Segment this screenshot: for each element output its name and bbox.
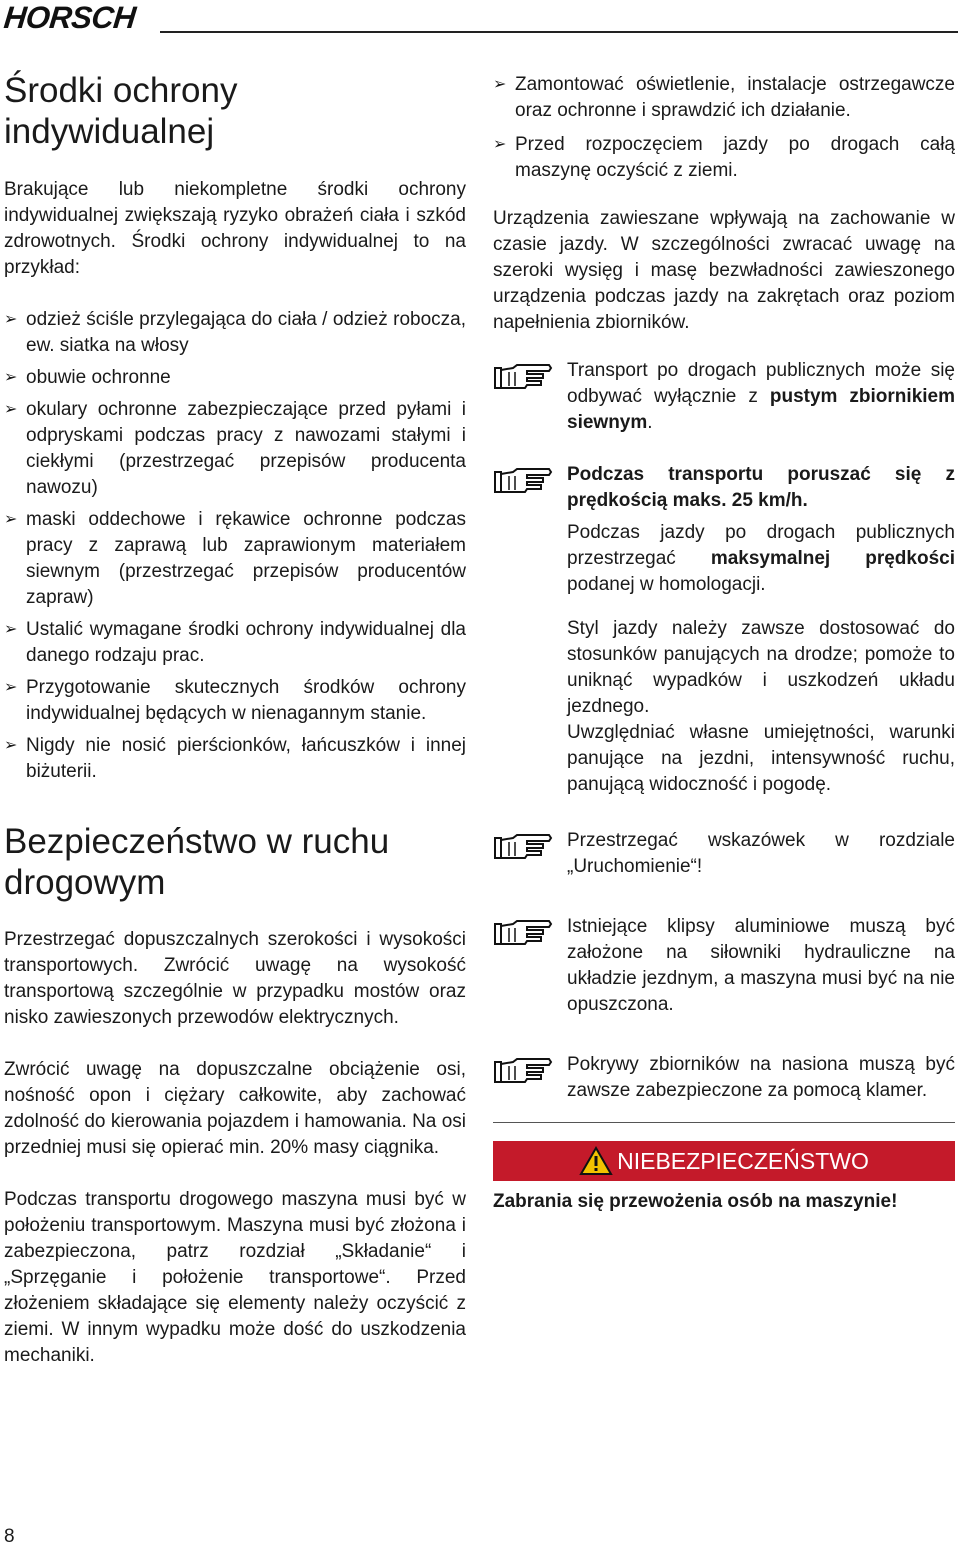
page-header <box>0 0 960 40</box>
list-item-text: okulary ochronne zabezpieczające przed pyłami i odpryskami podczas pracy z nawozami stałymi i ciekłymi (przestrzegać przepisów producenta nawozu) <box>26 399 466 498</box>
arrow-bullet-icon: ➢ <box>4 369 18 386</box>
arrow-bullet-icon: ➢ <box>4 401 18 418</box>
page-number: 8 <box>4 1526 15 1547</box>
list-item <box>4 397 466 501</box>
right-bullet-list <box>493 72 955 184</box>
list-item <box>4 733 466 785</box>
road-paragraph-3: Podczas transportu drogowego maszyna musi być w położeniu transportowym. Maszyna musi być złożona i zabezpieczona, patrz rozdział „Składanie“ i „Sprzęganie i położenie transportowe“. Przed złożeniem składające się elementy należy oczyścić z ziemi. W innym wypadku może dość do uszkodzenia mechaniki. <box>4 1189 466 1366</box>
list-item-text: Ustalić wymagane środki ochrony indywidualnej dla danego rodzaju prac. <box>26 619 466 666</box>
ppe-bullet-list <box>4 307 466 785</box>
list-item-text: maski oddechowe i rękawice ochronne podczas pracy z zaprawą lub zaprawionym materiałem siewnym (przestrzegać przepisów producentów zapraw) <box>26 509 466 608</box>
list-item-text: Nigdy nie nosić pierścionków, łańcuszków i innej biżuterii. <box>26 735 466 782</box>
horsch-logo: HORSCH <box>2 0 138 35</box>
list-item-text: Przygotowanie skutecznych środków ochrony indywidualnej będących w nienagannym stanie. <box>26 677 466 724</box>
road-paragraph-1: Przestrzegać dopuszczalnych szerokości i wysokości transportowych. Zwrócić uwagę na wysokość transportową szczególnie w przypadku mostów oraz nisko zawieszonych przewodów elektrycznych. <box>4 929 466 1028</box>
arrow-bullet-icon: ➢ <box>493 136 507 153</box>
list-item <box>4 507 466 611</box>
pointing-hand-icon <box>493 362 553 390</box>
right-column <box>493 72 955 1215</box>
list-item <box>493 72 955 124</box>
pointing-hand-icon <box>493 918 553 946</box>
list-item-text: odzież ściśle przylegająca do ciała / odzież robocza, ew. siatka na włosy <box>26 309 466 356</box>
danger-label: NIEBEZPIECZEŃSTWO <box>617 1148 869 1174</box>
list-item <box>493 132 955 184</box>
right-paragraph-1: Urządzenia zawieszane wpływają na zachowanie w czasie jazdy. W szczególności zwracać uwagę na szeroki wysięg i masę bezwładności zawieszonego urządzenia podczas jazdy na zakrętach oraz poziom napełnienia zbiorników. <box>493 208 955 333</box>
note-2-text <box>567 520 955 598</box>
note-1-bold: pustym zbiornikiem siewnym <box>567 386 955 433</box>
note-4-text: Istniejące klipsy aluminiowe muszą być założone na siłowniki hydrauliczne na układzie jezdnym, a maszyna musi być na nie opuszczona. <box>567 916 955 1015</box>
list-item-text: obuwie ochronne <box>26 367 171 388</box>
note-2-paragraph-3: Uwzględniać własne umiejętności, warunki panujące na jezdni, intensywność ruchu, panującą widoczność i pogodę. <box>567 722 955 795</box>
note-speed-limit <box>493 462 955 798</box>
arrow-bullet-icon: ➢ <box>493 76 507 93</box>
section-title-ppe-line1: Środki ochrony <box>4 71 238 110</box>
section-title-ppe-line2: indywidualnej <box>4 112 215 151</box>
note-5-text: Pokrywy zbiorników na nasiona muszą być zawsze zabezpieczone za pomocą klamer. <box>567 1054 955 1101</box>
danger-banner <box>493 1141 955 1181</box>
list-item <box>4 365 466 391</box>
arrow-bullet-icon: ➢ <box>4 737 18 754</box>
left-column <box>4 70 466 1369</box>
note-aluminium-clips <box>493 914 955 1018</box>
pointing-hand-icon <box>493 466 553 494</box>
arrow-bullet-icon: ➢ <box>4 311 18 328</box>
danger-top-rule <box>493 1122 955 1123</box>
note-commissioning <box>493 828 955 880</box>
note-1-pre: Transport po drogach publicznych może się odbywać wyłącznie z <box>567 360 955 407</box>
pointing-hand-icon <box>493 832 553 860</box>
note-transport-empty-hopper <box>493 358 955 436</box>
list-item <box>4 617 466 669</box>
section-title-road-safety <box>4 821 466 903</box>
list-item-text: Zamontować oświetlenie, instalacje ostrzegawcze oraz ochronne i sprawdzić ich działanie. <box>515 74 955 121</box>
note-2-pre: Podczas jazdy po drogach publicznych przestrzegać <box>567 522 955 569</box>
road-paragraph-2: Zwrócić uwagę na dopuszczalne obciążenie osi, nośność opon i ciężary całkowite, aby zachować zdolność do kierowania pojazdem i hamowania. Na osi przedniej musi się opierać min. 20% masy ciągnika. <box>4 1059 466 1158</box>
note-1-post: . <box>647 412 653 433</box>
list-item-text: Przed rozpoczęciem jazdy po drogach całą maszynę oczyścić z ziemi. <box>515 134 955 181</box>
note-hopper-covers <box>493 1052 955 1104</box>
note-3-text: Przestrzegać wskazówek w rozdziale „Uruchomienie“! <box>567 830 955 877</box>
note-2-bold-line <box>567 462 955 514</box>
note-2-paragraph-2: Styl jazdy należy zawsze dostosować do stosunków panujących na drodze; pomoże to uniknąć wypadków i uszkodzeń układu jezdnego. <box>567 618 955 717</box>
ppe-intro: Brakujące lub niekompletne środki ochrony indywidualnej zwiększają ryzyko obrażeń ciała i szkód zdrowotnych. Środki ochrony indywidualnej to na przykład: <box>4 179 466 278</box>
note-2-bold-text: Podczas transportu poruszać się z prędkością maks. 25 km/h. <box>567 464 955 511</box>
section-title-ppe <box>4 70 466 152</box>
header-rule <box>160 31 958 33</box>
arrow-bullet-icon: ➢ <box>4 621 18 638</box>
section-title-road-line2: drogowym <box>4 863 166 902</box>
arrow-bullet-icon: ➢ <box>4 511 18 528</box>
danger-box <box>493 1122 955 1215</box>
note-2-post: podanej w homologacji. <box>567 574 766 595</box>
warning-triangle-icon <box>579 1146 613 1176</box>
section-title-road-line1: Bezpieczeństwo w ruchu <box>4 822 390 861</box>
note-2-bold: maksymalnej prędkości <box>710 548 955 569</box>
list-item <box>4 307 466 359</box>
arrow-bullet-icon: ➢ <box>4 679 18 696</box>
note-1-text <box>567 358 955 436</box>
danger-text: Zabrania się przewożenia osób na maszynie! <box>493 1191 898 1212</box>
list-item <box>4 675 466 727</box>
pointing-hand-icon <box>493 1056 553 1084</box>
